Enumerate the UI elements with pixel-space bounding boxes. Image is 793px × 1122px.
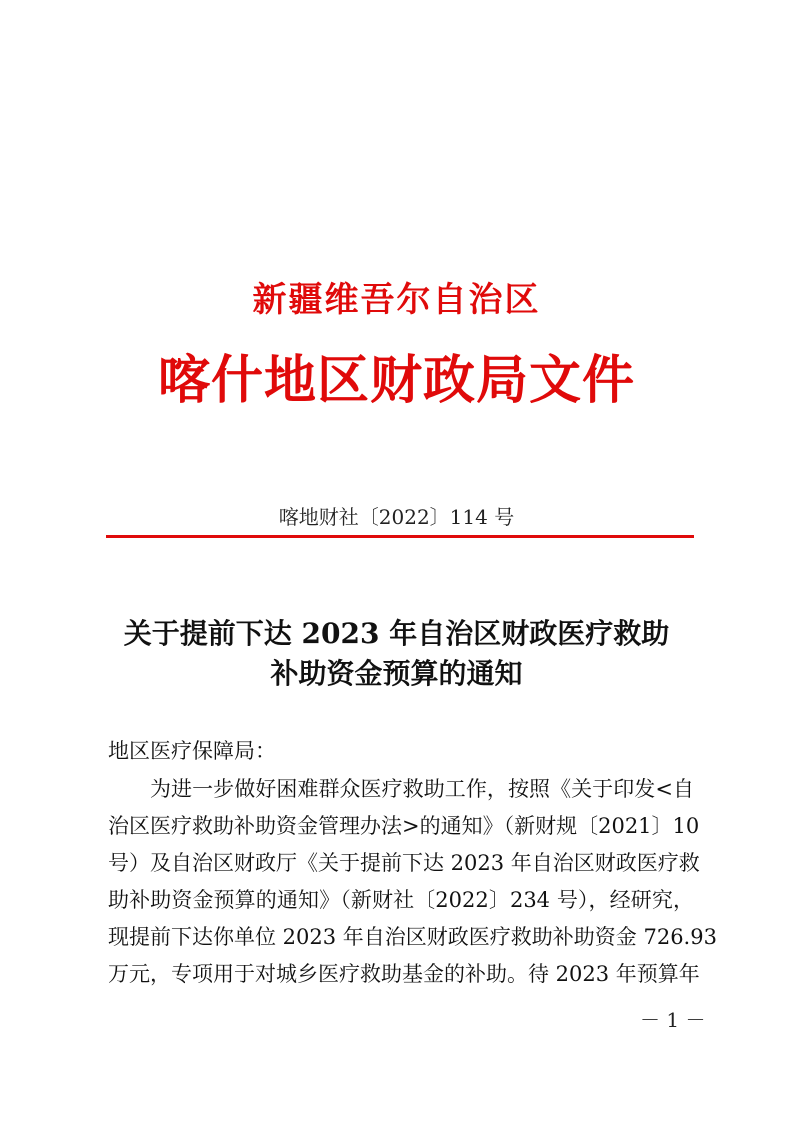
body-text-line: 现提前下达你单位 2023 年自治区财政医疗救助补助资金 726.93 (108, 925, 717, 949)
body-text-line: 助补助资金预算的通知》（新财社〔2022〕234 号），经研究， (108, 888, 694, 912)
body-text-line: 号）及自治区财政厅《关于提前下达 2023 年自治区财政医疗救 (108, 851, 700, 875)
document-title-line-1: 关于提前下达 2023 年自治区财政医疗救助 (123, 617, 670, 650)
document-title-line-2: 补助资金预算的通知 (270, 657, 523, 690)
issuing-bureau-title: 喀什地区财政局文件 (157, 350, 635, 411)
body-text-line: 治区医疗救助补助资金管理办法>的通知》（新财规〔2021〕10 (108, 814, 700, 838)
addressee: 地区医疗保障局： (108, 739, 276, 763)
red-divider-rule (106, 535, 694, 538)
body-text-line: 万元，专项用于对城乡医疗救助基金的补助。待 2023 年预算年 (108, 962, 700, 986)
body-text-line: 为进一步做好困难群众医疗救助工作，按照《关于印发<自 (150, 777, 694, 801)
issuing-region: 新疆维吾尔自治区 (252, 280, 541, 320)
page-number: － 1 － (640, 1008, 706, 1032)
document-number: 喀地财社〔2022〕114 号 (278, 505, 515, 529)
